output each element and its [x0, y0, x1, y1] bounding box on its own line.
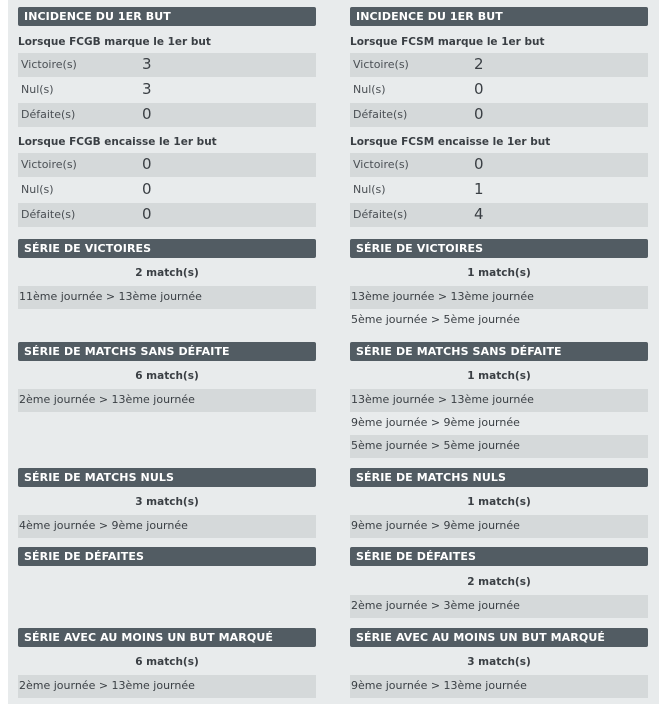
stat-value: 2 [474, 55, 484, 73]
concedes-first-label: Lorsque FCGB encaisse le 1er but [18, 136, 217, 148]
stat-label: Victoire(s) [21, 58, 77, 71]
stat-label: Victoire(s) [353, 158, 409, 171]
concedes-first-label: Lorsque FCSM encaisse le 1er but [350, 136, 551, 148]
scoring-streak-count: 6 match(s) [135, 656, 199, 668]
streak-range-row: 13ème journée > 13ème journée [350, 389, 648, 412]
stat-label: Défaite(s) [21, 208, 76, 221]
draw-streak-header: SÉRIE DE MATCHS NULS [18, 468, 316, 487]
stat-row-losses [350, 103, 648, 127]
stat-row-wins [350, 53, 648, 77]
scoring-streak-count: 3 match(s) [467, 656, 531, 668]
unbeaten-streak-header: SÉRIE DE MATCHS SANS DÉFAITE [350, 342, 648, 361]
streak-range-row: 5ème journée > 5ème journée [350, 435, 648, 458]
stat-value: 0 [474, 155, 484, 173]
stat-row-losses [350, 203, 648, 227]
streak-range-row: 5ème journée > 5ème journée [351, 313, 520, 326]
stat-row-wins [350, 153, 648, 177]
stat-label: Nul(s) [21, 83, 54, 96]
streak-range-row: 4ème journée > 9ème journée [18, 515, 316, 538]
stat-row-draws [18, 78, 316, 102]
stat-value: 0 [142, 155, 152, 173]
draw-streak-count: 1 match(s) [467, 496, 531, 508]
streak-range-row: 9ème journée > 13ème journée [350, 675, 648, 698]
stat-label: Défaite(s) [21, 108, 76, 121]
stat-row-wins [18, 153, 316, 177]
stat-value: 3 [142, 55, 152, 73]
stat-value: 0 [474, 105, 484, 123]
loss-streak-header: SÉRIE DE DÉFAITES [350, 547, 648, 566]
unbeaten-streak-count: 6 match(s) [135, 370, 199, 382]
draw-streak-header: SÉRIE DE MATCHS NULS [350, 468, 648, 487]
win-streak-count: 1 match(s) [467, 267, 531, 279]
incidence-header: INCIDENCE DU 1ER BUT [18, 7, 316, 26]
stat-label: Défaite(s) [353, 208, 408, 221]
streak-range-row: 2ème journée > 13ème journée [18, 675, 316, 698]
stat-label: Victoire(s) [353, 58, 409, 71]
draw-streak-count: 3 match(s) [135, 496, 199, 508]
stat-label: Nul(s) [353, 183, 386, 196]
win-streak-header: SÉRIE DE VICTOIRES [18, 239, 316, 258]
stat-value: 0 [142, 180, 152, 198]
streak-range-row: 9ème journée > 9ème journée [350, 515, 648, 538]
scoring-streak-header: SÉRIE AVEC AU MOINS UN BUT MARQUÉ [18, 628, 316, 647]
loss-streak-count: 2 match(s) [467, 576, 531, 588]
stat-value: 1 [474, 180, 484, 198]
streak-range-row: 11ème journée > 13ème journée [18, 286, 316, 309]
stat-row-draws [350, 78, 648, 102]
win-streak-count: 2 match(s) [135, 267, 199, 279]
streak-range-row: 13ème journée > 13ème journée [350, 286, 648, 309]
stat-value: 3 [142, 80, 152, 98]
win-streak-header: SÉRIE DE VICTOIRES [350, 239, 648, 258]
streak-range-row: 9ème journée > 9ème journée [351, 416, 520, 429]
stat-row-draws [18, 178, 316, 202]
unbeaten-streak-header: SÉRIE DE MATCHS SANS DÉFAITE [18, 342, 316, 361]
stat-row-losses [18, 203, 316, 227]
stat-value: 0 [142, 105, 152, 123]
scores-first-label: Lorsque FCSM marque le 1er but [350, 36, 545, 48]
unbeaten-streak-count: 1 match(s) [467, 370, 531, 382]
stat-value: 0 [474, 80, 484, 98]
incidence-header: INCIDENCE DU 1ER BUT [350, 7, 648, 26]
stat-row-losses [18, 103, 316, 127]
scores-first-label: Lorsque FCGB marque le 1er but [18, 36, 211, 48]
loss-streak-header: SÉRIE DE DÉFAITES [18, 547, 316, 566]
stat-label: Nul(s) [353, 83, 386, 96]
stat-value: 4 [474, 205, 484, 223]
streak-range-row: 2ème journée > 13ème journée [18, 389, 316, 412]
stat-label: Victoire(s) [21, 158, 77, 171]
stat-label: Nul(s) [21, 183, 54, 196]
stat-label: Défaite(s) [353, 108, 408, 121]
stat-value: 0 [142, 205, 152, 223]
streak-range-row: 2ème journée > 3ème journée [350, 595, 648, 618]
stat-row-draws [350, 178, 648, 202]
scoring-streak-header: SÉRIE AVEC AU MOINS UN BUT MARQUÉ [350, 628, 648, 647]
stat-row-wins [18, 53, 316, 77]
